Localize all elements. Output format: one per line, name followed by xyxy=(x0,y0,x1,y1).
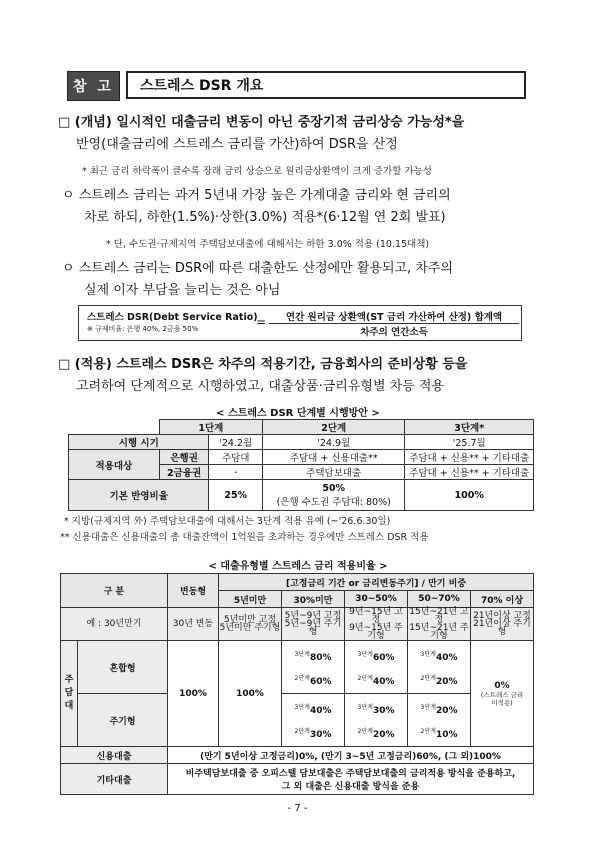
t2-cycle-c3-s3 xyxy=(345,696,407,720)
formula-equals: = xyxy=(256,315,267,329)
rate-1: 25% xyxy=(209,480,262,511)
t2-cycle-c4 xyxy=(408,694,471,747)
val: 40% xyxy=(435,653,458,663)
stage3-tag: 3단계 xyxy=(294,704,310,711)
blank-cell xyxy=(69,420,160,435)
bullet-stress-rate xyxy=(62,185,552,229)
t2-last-cell xyxy=(471,641,534,747)
formula-lhs-note: ※ 규제비율: 은행 40%, 2금융 50% xyxy=(87,325,199,333)
t2-mixed-c4-s3 xyxy=(408,643,470,667)
t2-example-variable: 30년 변동 xyxy=(168,608,219,641)
t2-mixed-c3 xyxy=(345,641,408,694)
bullet-1-line-1: ㅇ 스트레스 금리는 과거 5년내 가장 높은 가계대출 금리와 현 금리의 xyxy=(62,188,451,203)
t2-credit-row xyxy=(61,747,534,764)
stage3-tag: 3단계 xyxy=(357,651,373,658)
t2-cycle-label: 주기형 xyxy=(78,694,168,747)
concept-line-1: □ (개념) 일시적인 대출금리 변동이 아닌 중장기적 금리상승 가능성*을 xyxy=(58,115,465,130)
t2-col-5: 70% 이상 xyxy=(471,591,534,608)
date-3: '25.7월 xyxy=(405,435,534,450)
t2-other-value xyxy=(168,764,534,795)
ex-3b: 9년~15년 주기형 xyxy=(349,623,403,641)
stage-3: 3단계* xyxy=(405,420,534,435)
date-2: '24.9월 xyxy=(262,435,405,450)
val: 20% xyxy=(372,730,395,740)
dsr-formula-box xyxy=(78,305,522,341)
loan-type-table xyxy=(60,573,534,795)
stage2-tag: 2단계 xyxy=(357,728,373,735)
val: 40% xyxy=(309,706,332,716)
val: 10% xyxy=(435,730,458,740)
page-number: - 7 - xyxy=(287,803,308,814)
t2-cycle-row xyxy=(61,694,534,747)
stage-1: 1단계 xyxy=(159,420,262,435)
table1-note-2: ** 신용대출은 신용대출의 총 대출잔액이 1억원을 초과하는 경우에만 스트레스 DSR 적용 xyxy=(60,532,429,543)
bullet-2-line-2: 실제 이자 부담을 늘리는 것은 아님 xyxy=(84,283,281,298)
ex-4a: 15년~21년 고정 xyxy=(409,607,469,625)
t2-mixed-c2-s2 xyxy=(282,667,344,691)
t2-type-header: 구 분 xyxy=(61,574,168,608)
stage3-tag: 3단계 xyxy=(420,704,436,711)
t2-col1-value: 100% xyxy=(219,641,282,747)
stage3-tag: 3단계 xyxy=(357,704,373,711)
t2-mixed-row xyxy=(61,641,534,694)
t2-example-1 xyxy=(219,608,282,641)
t2-cycle-c4-s3 xyxy=(408,696,470,720)
t2-credit-label: 신용대출 xyxy=(61,747,168,764)
second-tier-1: - xyxy=(209,465,262,480)
t2-last-note: (스트레스 금리 미적용) xyxy=(480,690,524,707)
table1-note-1: * 지방(규제지역 外) 주택담보대출에 대해서는 3단계 적용 유예 (~'26.6.30일) xyxy=(64,516,391,527)
application-paragraph xyxy=(58,354,558,398)
val: 20% xyxy=(435,706,458,716)
second-tier-label: 2금융권 xyxy=(159,465,209,480)
bullet-2-line-1: ㅇ 스트레스 금리는 DSR에 따른 대출한도 산정에만 활용되고, 차주의 xyxy=(62,261,453,276)
t2-mixed-c2 xyxy=(282,641,345,694)
val: 60% xyxy=(372,653,395,663)
formula-denominator: 차주의 연간소득 xyxy=(360,327,428,338)
val: 20% xyxy=(435,677,458,687)
t2-other-line-2: 그 외 대출은 신용대출 방식을 준용 xyxy=(281,782,420,792)
t2-cycle-c3 xyxy=(345,694,408,747)
t2-credit-value: (만기 5년이상 고정금리)0%, (만기 3~5년 고정금리)60%, (그 외)100% xyxy=(168,747,534,764)
val: 80% xyxy=(309,653,332,663)
rate-row xyxy=(69,480,534,511)
ex-1a: 5년미만 고정 xyxy=(223,615,277,625)
t2-mixed-c4 xyxy=(408,641,471,694)
date-1: '24.2월 xyxy=(209,435,262,450)
t2-example-2 xyxy=(282,608,345,641)
t2-mixed-c3-s3 xyxy=(345,643,407,667)
t2-example-5 xyxy=(471,608,534,641)
stage3-tag: 3단계 xyxy=(294,651,310,658)
ex-3a: 9년~15년 고정 xyxy=(349,607,403,625)
ex-5a: 21년이상 고정 xyxy=(473,611,531,621)
val: 60% xyxy=(309,677,332,687)
t2-mixed-label: 혼합형 xyxy=(78,641,168,694)
val: 30% xyxy=(309,730,332,740)
t2-example-4 xyxy=(408,608,471,641)
reference-tag: 참 고 xyxy=(67,71,120,101)
ex-2a: 5년~9년 고정 xyxy=(284,611,342,621)
concept-line-2: 반영(대출금리에 스트레스 금리를 가산)하여 DSR을 산정 xyxy=(76,137,398,152)
bank-3: 주담대 + 신용** + 기타대출 xyxy=(405,450,534,465)
t2-mixed-c2-s3 xyxy=(282,643,344,667)
t2-example-label: 예 : 30년만기 xyxy=(61,608,168,641)
stage-table xyxy=(68,419,534,511)
t2-other-row xyxy=(61,764,534,795)
stage2-tag: 2단계 xyxy=(357,675,373,682)
rate-3: 100% xyxy=(405,480,534,511)
formula-lhs: 스트레스 DSR(Debt Service Ratio) xyxy=(87,312,258,323)
t2-example-3 xyxy=(345,608,408,641)
bank-row xyxy=(69,450,534,465)
t2-cycle-c2-s2 xyxy=(282,720,344,744)
stage2-tag: 2단계 xyxy=(294,728,310,735)
stage2-tag: 2단계 xyxy=(420,675,436,682)
t2-header-row-1 xyxy=(61,574,534,591)
application-line-1: □ (적용) 스트레스 DSR은 차주의 적용기간, 금융회사의 준비상황 등을 xyxy=(58,357,468,372)
stage2-tag: 2단계 xyxy=(420,728,436,735)
t2-example-row xyxy=(61,608,534,641)
second-tier-2: 주택담보대출 xyxy=(262,465,405,480)
target-label: 적용대상 xyxy=(69,450,160,480)
t2-other-label: 기타대출 xyxy=(61,764,168,795)
t2-col-3: 30~50% xyxy=(345,591,408,608)
ex-2b: 5년~9년 주기형 xyxy=(284,619,342,637)
table1-caption: < 스트레스 DSR 단계별 시행방안 > xyxy=(216,408,380,419)
t2-cycle-c4-s2 xyxy=(408,720,470,744)
bank-1: 주담대 xyxy=(209,450,262,465)
application-line-2: 고려하여 단계적으로 시행하였고, 대출상품·금리유형별 차등 적용 xyxy=(76,379,444,394)
concept-paragraph xyxy=(58,112,558,156)
ex-5b: 21년이상 주기형 xyxy=(473,619,531,637)
t2-variable-header: 변동형 xyxy=(168,574,219,608)
bank-label: 은행권 xyxy=(159,450,209,465)
bank-2: 주담대 + 신용대출** xyxy=(262,450,405,465)
rate-2-note: (은행 수도권 주담대: 80%) xyxy=(276,496,391,508)
ex-1b: 5년미만 주기형 xyxy=(219,623,281,633)
t2-other-line-1: 비주택담보대출 중 오피스텔 담보대출은 주택담보대출의 금리적용 방식을 준용하고, xyxy=(185,769,516,779)
rate-2: 50% xyxy=(322,482,346,494)
bullet-1-line-2: 차로 하되, 하한(1.5%)·상한(3.0%) 적용*(6·12월 연 2회 발표) xyxy=(84,210,446,225)
table2-caption: < 대출유형별 스트레스 금리 적용비율 > xyxy=(208,561,388,572)
rate-2-cell xyxy=(262,480,405,511)
t2-jud-label: 주담대 xyxy=(61,641,78,747)
formula-numerator: 연간 원리금 상환액(ST 금리 가산하여 산정) 합계액 xyxy=(269,309,519,324)
t2-span-header: [고정금리 기간 or 금리변동주기] / 만기 비중 xyxy=(219,574,534,591)
t2-col-2: 30%미만 xyxy=(282,591,345,608)
t2-col-4: 50~70% xyxy=(408,591,471,608)
concept-footnote: * 최근 금리 하락폭이 클수록 장래 금리 상승으로 원리금상환액이 크게 증가할 가능성 xyxy=(82,166,432,177)
second-tier-3: 주담대 + 신용** + 기타대출 xyxy=(405,465,534,480)
date-label: 시행 시기 xyxy=(69,435,209,450)
t2-cycle-c2-s3 xyxy=(282,696,344,720)
date-row xyxy=(69,435,534,450)
t2-cycle-c3-s2 xyxy=(345,720,407,744)
section-title: 스트레스 DSR 개요 xyxy=(126,71,526,99)
val: 40% xyxy=(372,677,395,687)
bullet-1-footnote: * 단, 수도권·규제지역 주택담보대출에 대해서는 하한 3.0% 적용 (10.15대책) xyxy=(106,239,430,250)
t2-mixed-c3-s2 xyxy=(345,667,407,691)
t2-mixed-c4-s2 xyxy=(408,667,470,691)
bullet-usage xyxy=(62,258,552,302)
stage3-tag: 3단계 xyxy=(420,651,436,658)
stage2-tag: 2단계 xyxy=(294,675,310,682)
t2-variable-value: 100% xyxy=(168,641,219,747)
t2-cycle-c2 xyxy=(282,694,345,747)
t2-col-1: 5년미만 xyxy=(219,591,282,608)
stage-2: 2단계 xyxy=(262,420,405,435)
t2-last-value: 0% xyxy=(494,680,510,691)
rate-label: 기본 반영비율 xyxy=(69,480,209,511)
ex-4b: 15년~21년 주기형 xyxy=(409,623,469,641)
val: 30% xyxy=(372,706,395,716)
stage-header-row xyxy=(69,420,534,435)
